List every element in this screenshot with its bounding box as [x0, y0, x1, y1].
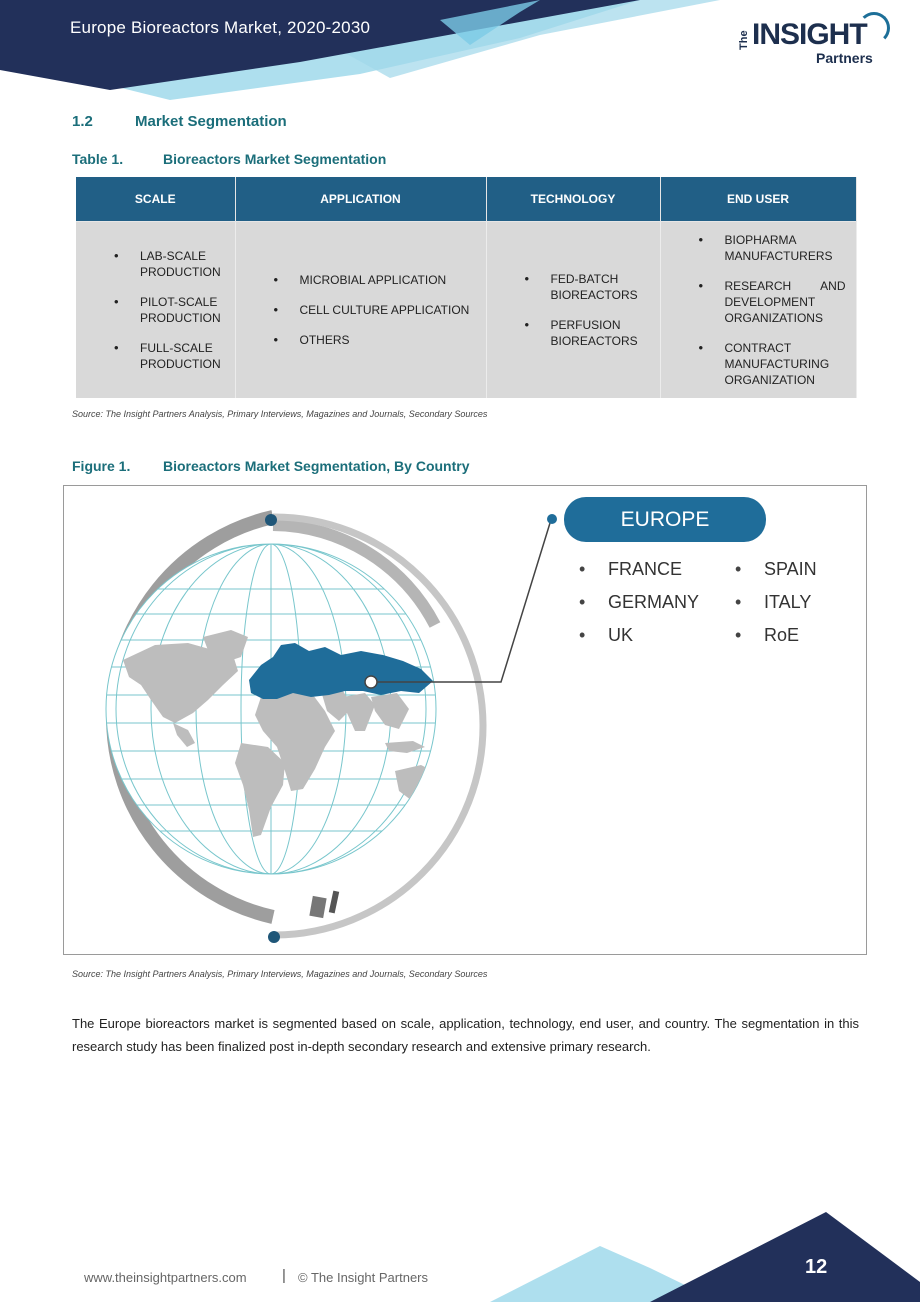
figure-caption-label: Figure 1. — [72, 458, 131, 474]
arc-end-dot — [265, 514, 277, 526]
header-application: APPLICATION — [235, 177, 486, 222]
section-title: Market Segmentation — [135, 113, 287, 130]
company-logo: The INSIGHT Partners — [738, 12, 888, 68]
section-heading — [72, 113, 287, 130]
list-item: • CONTRACT MANUFACTURING ORGANIZATION — [661, 340, 856, 388]
header-scale: SCALE — [76, 177, 235, 222]
cell-scale — [76, 222, 235, 399]
logo-arc-icon — [858, 12, 890, 44]
globe-illustration — [63, 485, 867, 955]
figure-caption — [72, 458, 470, 474]
header-title: Europe Bioreactors Market, 2020-2030 — [70, 18, 371, 37]
country-germany: • GERMANY — [579, 592, 700, 612]
europe-marker — [365, 676, 377, 688]
arc-end-dot — [268, 931, 280, 943]
segmentation-table — [76, 177, 857, 398]
figure-caption-title: Bioreactors Market Segmentation, By Country — [163, 458, 470, 474]
list-item: • LAB-SCALE PRODUCTION — [76, 248, 235, 280]
figure-source: Source: The Insight Partners Analysis, Primary Interviews, Magazines and Journals, Secondary Sources — [72, 969, 488, 979]
footer-copyright: © The Insight Partners — [298, 1270, 429, 1285]
list-item: • RESEARCH AND DEVELOPMENT ORGANIZATIONS — [661, 278, 856, 326]
table-caption-label: Table 1. — [72, 151, 124, 167]
footer-banner — [480, 1210, 920, 1302]
list-item: • FED-BATCH BIOREACTORS — [487, 271, 660, 303]
table-caption-title: Bioreactors Market Segmentation — [163, 151, 387, 167]
list-item: • MICROBIAL APPLICATION — [236, 272, 486, 288]
body-paragraph: The Europe bioreactors market is segmented based on scale, application, technology, end user, and country. The segmentation in this research study has been finalized post in-depth secondary research and extensive primary research. — [72, 1016, 859, 1054]
arc-tick-mark — [309, 896, 326, 918]
cell-application — [235, 222, 486, 399]
section-number: 1.2 — [72, 113, 93, 130]
arc-tick-mark — [329, 891, 339, 914]
list-item: • CELL CULTURE APPLICATION — [236, 302, 486, 318]
table-source: Source: The Insight Partners Analysis, Primary Interviews, Magazines and Journals, Secondary Sources — [72, 409, 488, 419]
footer-separator: | — [282, 1267, 286, 1284]
cell-technology — [486, 222, 660, 399]
list-item: • PILOT-SCALE PRODUCTION — [76, 294, 235, 326]
country-roe: • RoE — [735, 625, 800, 645]
list-item: • OTHERS — [236, 332, 486, 348]
header-end-user: END USER — [660, 177, 856, 222]
country-france: • FRANCE — [579, 559, 683, 579]
list-item: • BIOPHARMA MANUFACTURERS — [661, 232, 856, 264]
country-spain: • SPAIN — [735, 559, 817, 579]
footer-website-link[interactable]: www.theinsightpartners.com — [84, 1270, 247, 1285]
region-label: EUROPE — [564, 497, 766, 542]
connector-dot — [547, 514, 557, 524]
page-number: 12 — [805, 1256, 828, 1278]
country-uk: • UK — [579, 625, 634, 645]
cell-end-user — [660, 222, 856, 399]
header-technology: TECHNOLOGY — [486, 177, 660, 222]
list-item: • FULL-SCALE PRODUCTION — [76, 340, 235, 372]
country-italy: • ITALY — [735, 592, 812, 612]
table-caption — [72, 151, 386, 167]
list-item: • PERFUSION BIOREACTORS — [487, 317, 660, 349]
